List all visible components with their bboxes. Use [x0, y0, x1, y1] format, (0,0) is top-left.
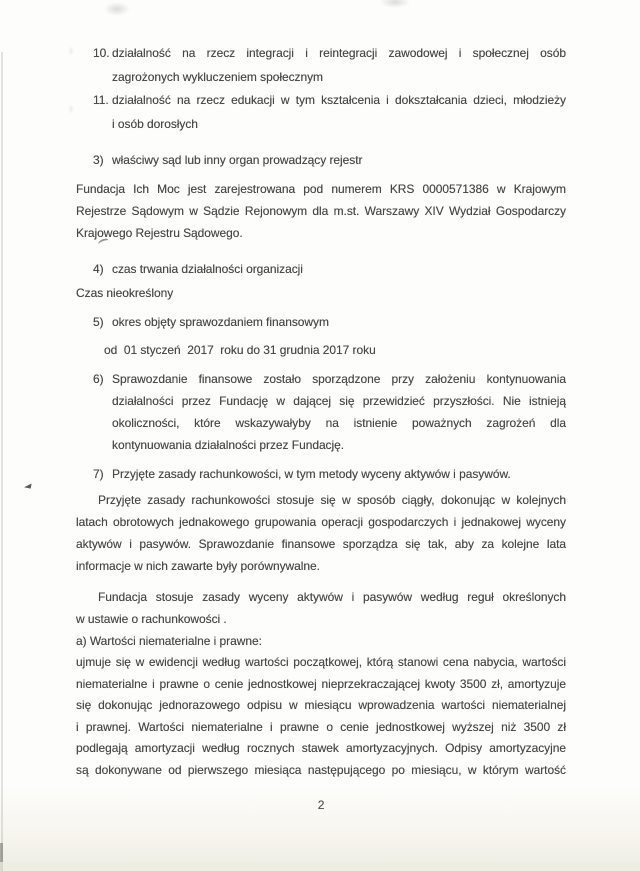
- text-line: zagrożonych wykluczeniem społecznym: [112, 69, 324, 84]
- valuation-rules-paragraph: [76, 586, 566, 630]
- scan-bottom-strip: [0, 862, 640, 871]
- scan-edge-line: [1, 52, 3, 871]
- duration-paragraph: Czas nieokreślony: [76, 286, 174, 300]
- text-line: niematerialne i prawne o cenie jednostkowej nieprzekraczającej kwoty 3500 zł, amortyzuje: [76, 676, 566, 691]
- pen-mark: [24, 483, 33, 489]
- section-4-heading: [76, 258, 566, 280]
- list-item-11: [76, 89, 566, 136]
- scan-smudge: [104, 2, 130, 16]
- text-line: czas trwania działalności organizacji: [112, 262, 303, 276]
- text-line: są dokonywane od pierwszego miesiąca następującego po miesiącu, w którym wartość: [76, 762, 566, 777]
- text-line: informacje w nich zawarte były porównywalne.: [76, 559, 320, 573]
- text-line: właściwy sąd lub inny organ prowadzący rejestr: [112, 153, 363, 167]
- page-number: 2: [317, 798, 325, 812]
- section-6-paragraph: [76, 368, 566, 456]
- text-line: Krajowego Rejestru Sądowego.: [76, 226, 243, 240]
- section-number: 4): [93, 262, 104, 276]
- section-5-heading: [76, 311, 566, 333]
- text-line: ujmuje się w ewidencji według wartości początkowej, którą stanowi cena nabycia, wartości: [76, 655, 566, 669]
- scan-smudge: [380, 0, 410, 8]
- text-line: Przyjęte zasady rachunkowości stosuje się w sposób ciągły, dokonując w kolejnych: [98, 493, 566, 507]
- scan-smudge: [68, 104, 74, 114]
- section-number: 3): [93, 153, 104, 167]
- page-text-block: [76, 42, 566, 816]
- text-line: i prawnej. Wartości niematerialne i prawne o cenie jednostkowej wyższej niż 3500 zł: [76, 719, 566, 734]
- text-line: i osób dorosłych: [112, 116, 198, 131]
- list-item-10: [76, 42, 566, 89]
- scan-smudge: [68, 46, 74, 56]
- text-line: Przyjęte zasady rachunkowości, w tym metody wyceny aktywów i pasywów.: [112, 467, 511, 481]
- text-line: Sprawozdanie finansowe zostało sporządzone przy założeniu kontynuowania: [112, 372, 566, 386]
- list-number: 10.: [93, 46, 110, 60]
- text-line: okres objęty sprawozdaniem finansowym: [112, 315, 329, 329]
- list-number: 11.: [93, 93, 109, 107]
- text-line: w ustawie o rachunkowości .: [76, 612, 227, 626]
- section-number: 6): [93, 372, 104, 386]
- reporting-period-line: od 01 styczeń 2017 roku do 31 grudnia 2017 roku: [104, 343, 376, 357]
- text-line: latach obrotowych jednakowego grupowania operacji gospodarczych i jednakowej wyceny: [76, 515, 566, 529]
- subitem-a-heading: a) Wartości niematerialne i prawne:: [76, 634, 262, 648]
- accounting-principles-paragraph: [76, 489, 566, 577]
- section-7-heading: [76, 463, 566, 485]
- krs-registration-paragraph: [76, 178, 566, 244]
- text-line: się dokonując jednorazowego odpisu w miesiącu wprowadzenia wartości niematerialnej: [76, 698, 566, 712]
- intangible-assets-paragraph: [76, 652, 566, 781]
- text-line: działalność na rzecz edukacji w tym kształcenia i dokształcania dzieci, młodzieży: [112, 93, 566, 107]
- text-line: Rejestrze Sądowym w Sądzie Rejonowym dla m.st. Warszawy XIV Wydział Gospodarczy: [76, 204, 566, 218]
- text-line: kontynuowania działalności przez Fundację.: [112, 438, 345, 452]
- text-line: podlegają amortyzacji według rocznych stawek amortyzacyjnych. Odpisy amortyzacyjne: [76, 741, 566, 755]
- text-line: działalności przez Fundację w dającej się przewidzieć przyszłości. Nie istnieją: [112, 394, 566, 408]
- section-number: 5): [93, 315, 104, 329]
- text-line: działalność na rzecz integracji i reintegracji zawodowej i społecznej osób: [112, 46, 566, 60]
- text-line: Fundacja stosuje zasady wyceny aktywów i pasywów według reguł określonych: [98, 590, 566, 604]
- section-3-heading: [76, 149, 566, 171]
- section-number: 7): [93, 467, 104, 481]
- text-line: okoliczności, które wskazywałyby na istnienie poważnych zagrożeń dla: [112, 416, 566, 430]
- text-line: aktywów i pasywów. Sprawozdanie finansowe sporządza się tak, aby za kolejne lata: [76, 537, 566, 551]
- text-line: Fundacja Ich Moc jest zarejestrowana pod numerem KRS 0000571386 w Krajowym: [76, 182, 566, 196]
